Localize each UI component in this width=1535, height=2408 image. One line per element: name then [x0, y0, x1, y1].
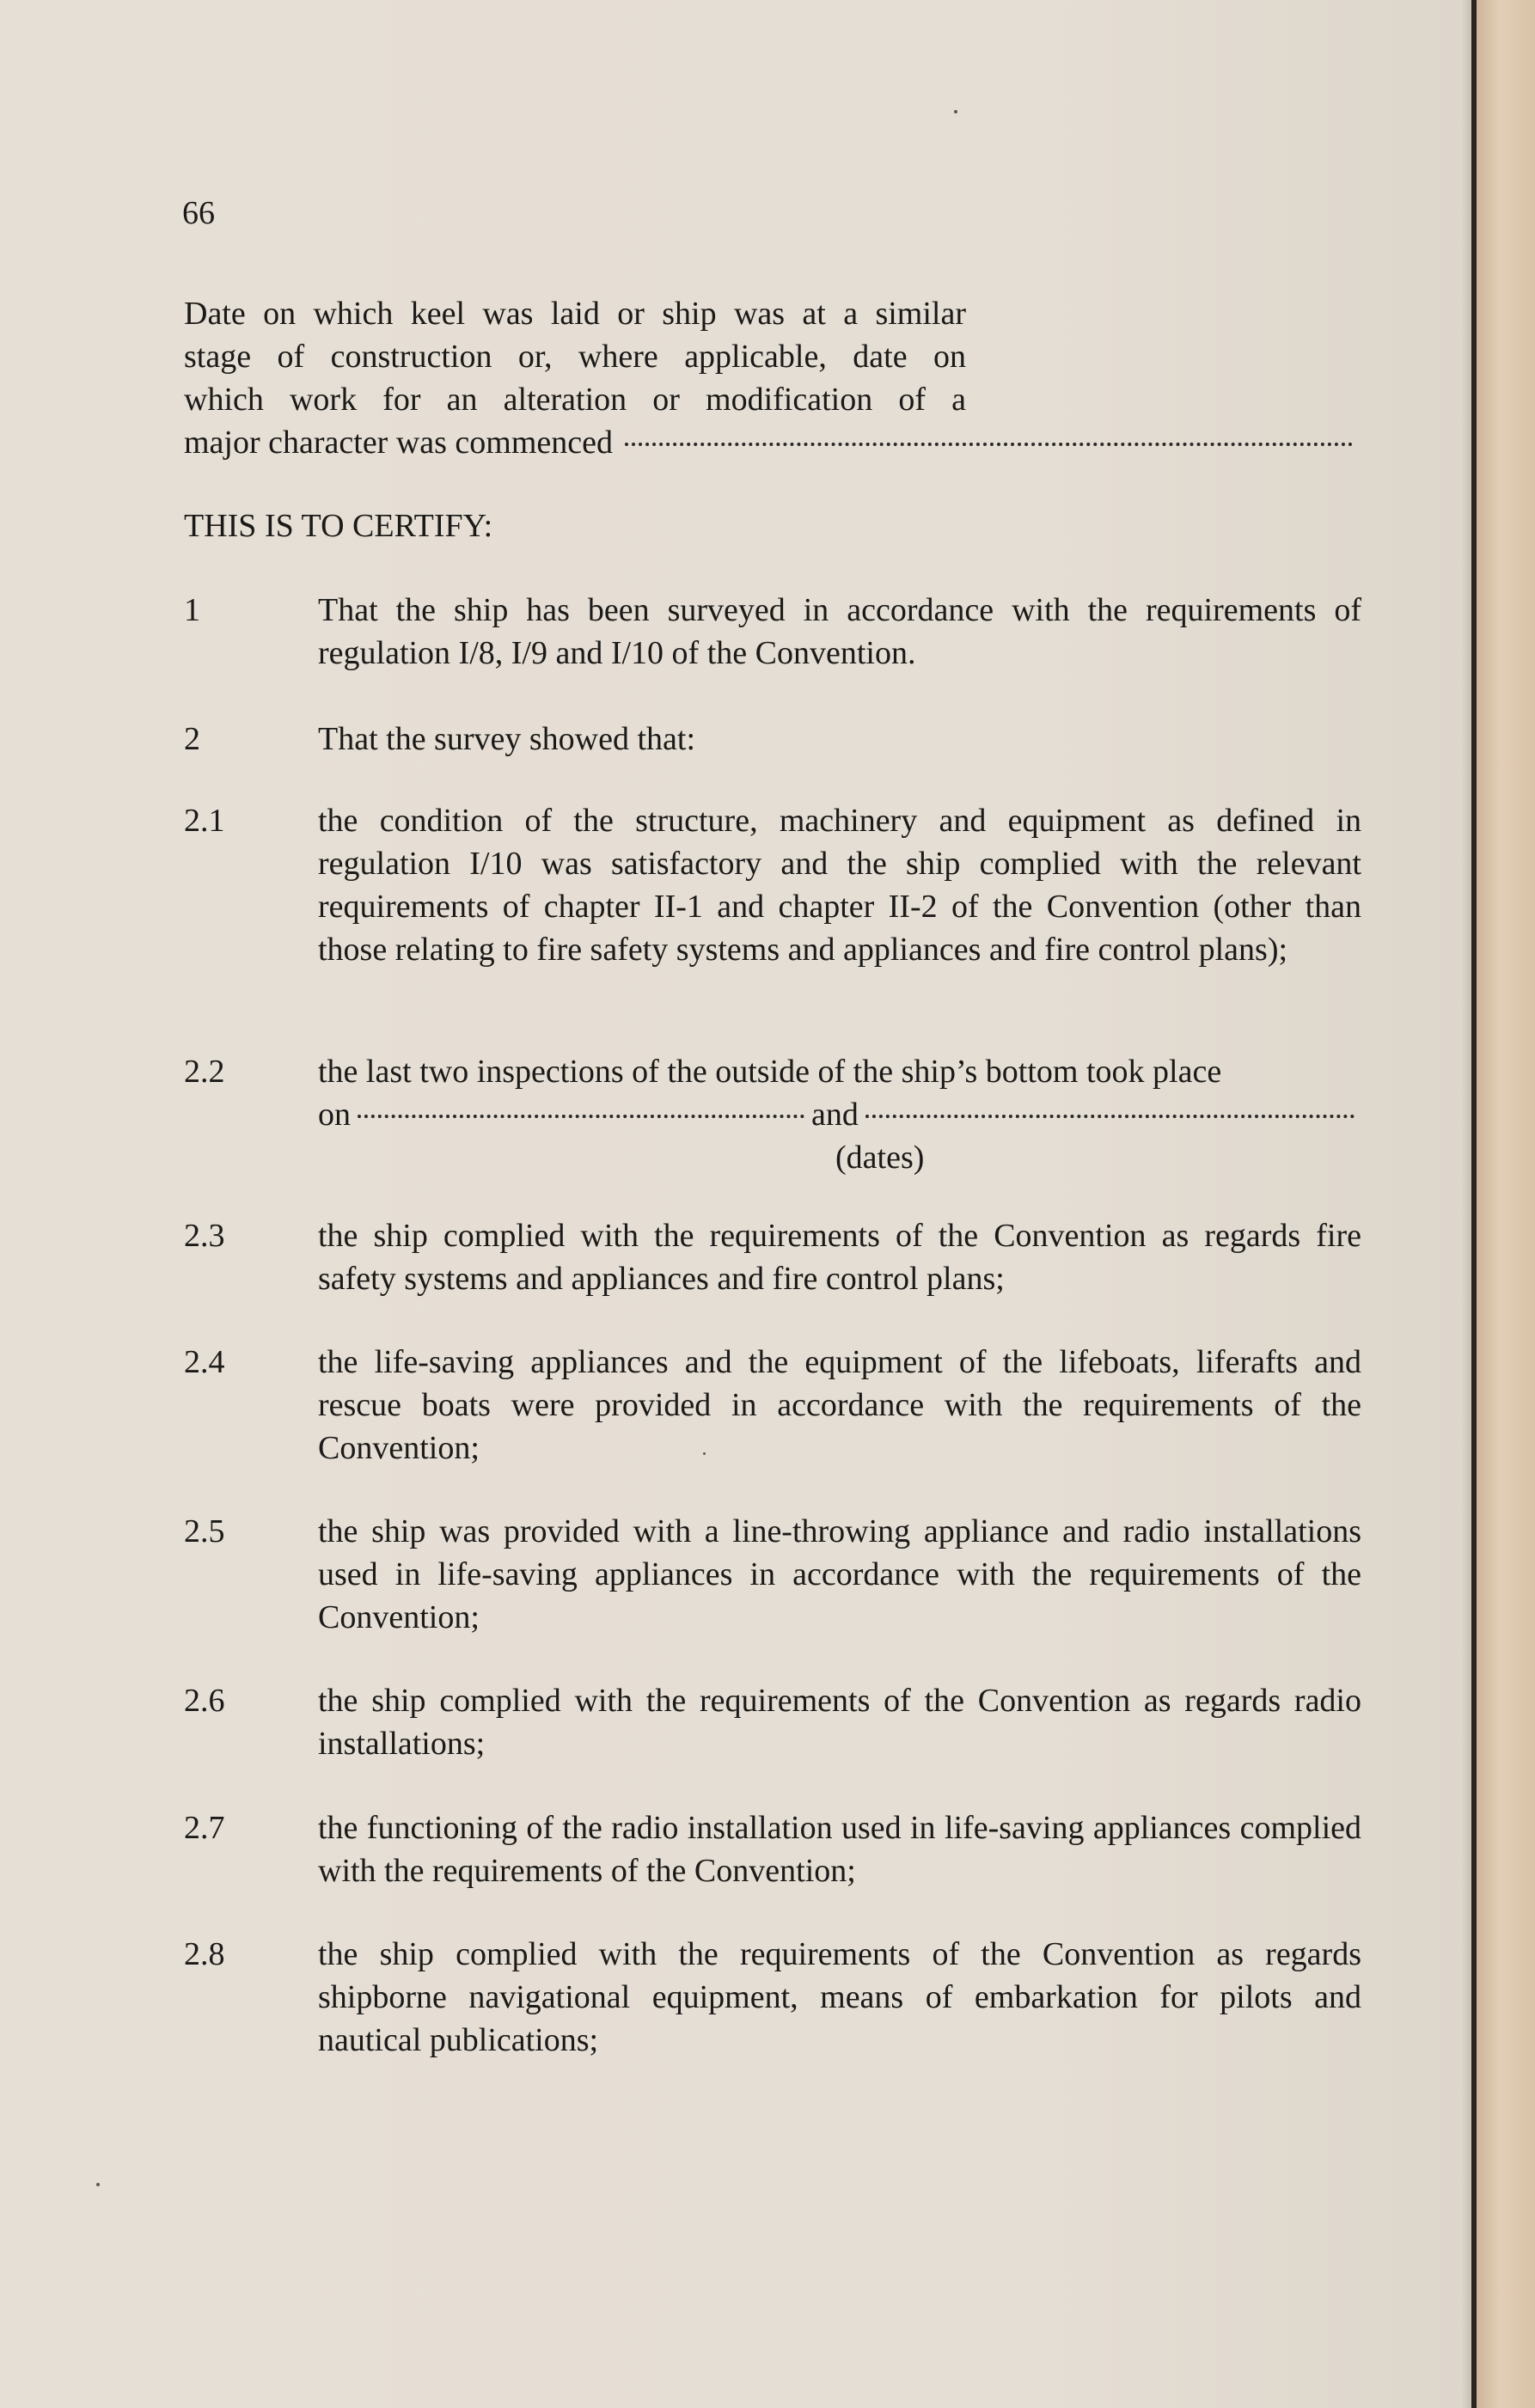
item-number: 2.5 — [184, 1513, 225, 1549]
item-text: the ship complied with the requirements of the Convention as regards shipborne navigational equipment, means of embarkation for pilots and nautical publications; — [318, 1936, 1361, 2058]
item-number: 2.3 — [184, 1218, 225, 1254]
second-date-blank — [865, 1115, 1355, 1118]
preamble-line: stage of construction or, where applicable, date on — [184, 339, 966, 375]
dates-caption: (dates) — [835, 1140, 925, 1176]
first-date-blank — [358, 1115, 804, 1118]
item-number: 1 — [184, 592, 200, 628]
item-number: 2.8 — [184, 1936, 225, 1972]
preamble-line: which work for an alteration or modification of a — [184, 382, 966, 418]
keel-date-paragraph — [184, 292, 1353, 464]
item-number: 2.4 — [184, 1344, 225, 1380]
and-label: and — [811, 1097, 859, 1133]
item-text: the ship was provided with a line-throwing appliance and radio installations used in life-saving appliances in accordance with the requirements of the Convention; — [318, 1513, 1361, 1635]
preamble-line: major character was commenced — [184, 425, 614, 461]
on-label: on — [318, 1097, 351, 1133]
certify-heading: THIS IS TO CERTIFY: — [184, 508, 493, 544]
item-text: the ship complied with the requirements of the Convention as regards radio installations; — [318, 1683, 1361, 1762]
item-number: 2.2 — [184, 1054, 225, 1090]
item-number: 2 — [184, 721, 200, 757]
item-text: the functioning of the radio installation used in life-saving appliances complied with the requirements of the Convention; — [318, 1810, 1361, 1889]
item-number: 2.1 — [184, 803, 225, 839]
adjacent-page-edge — [1477, 0, 1535, 2408]
preamble-last-line — [184, 421, 1353, 464]
item-number: 2.7 — [184, 1810, 225, 1846]
item-text: the last two inspections of the outside of the ship’s bottom took place — [318, 1054, 1222, 1090]
paper-speck — [96, 2183, 100, 2186]
item-text: That the survey showed that: — [318, 721, 696, 757]
keel-date-blank — [625, 443, 1353, 446]
item-text: the ship complied with the requirements of the Convention as regards fire safety systems and appliances and fire control plans; — [318, 1218, 1361, 1297]
page-number: 66 — [182, 195, 215, 231]
paper-speck — [954, 110, 957, 113]
item-text: the condition of the structure, machinery and equipment as defined in regulation I/10 was satisfactory and the ship complied with the relevant requirements of chapter II-1 and chapter II-2 of the Convention (other than those relating to fire safety systems and appliances and fire control plans); — [318, 803, 1361, 968]
item-number: 2.6 — [184, 1683, 225, 1719]
item-text: That the ship has been surveyed in accordance with the requirements of regulation I/8, I/9 and I/10 of the Convention. — [318, 592, 1361, 671]
inspection-dates-row — [318, 1093, 1361, 1136]
item-text: the life-saving appliances and the equipment of the lifeboats, liferafts and rescue boats were provided in accordance with the requirements of the Convention; — [318, 1344, 1361, 1466]
preamble-line: Date on which keel was laid or ship was at a similar — [184, 296, 966, 332]
